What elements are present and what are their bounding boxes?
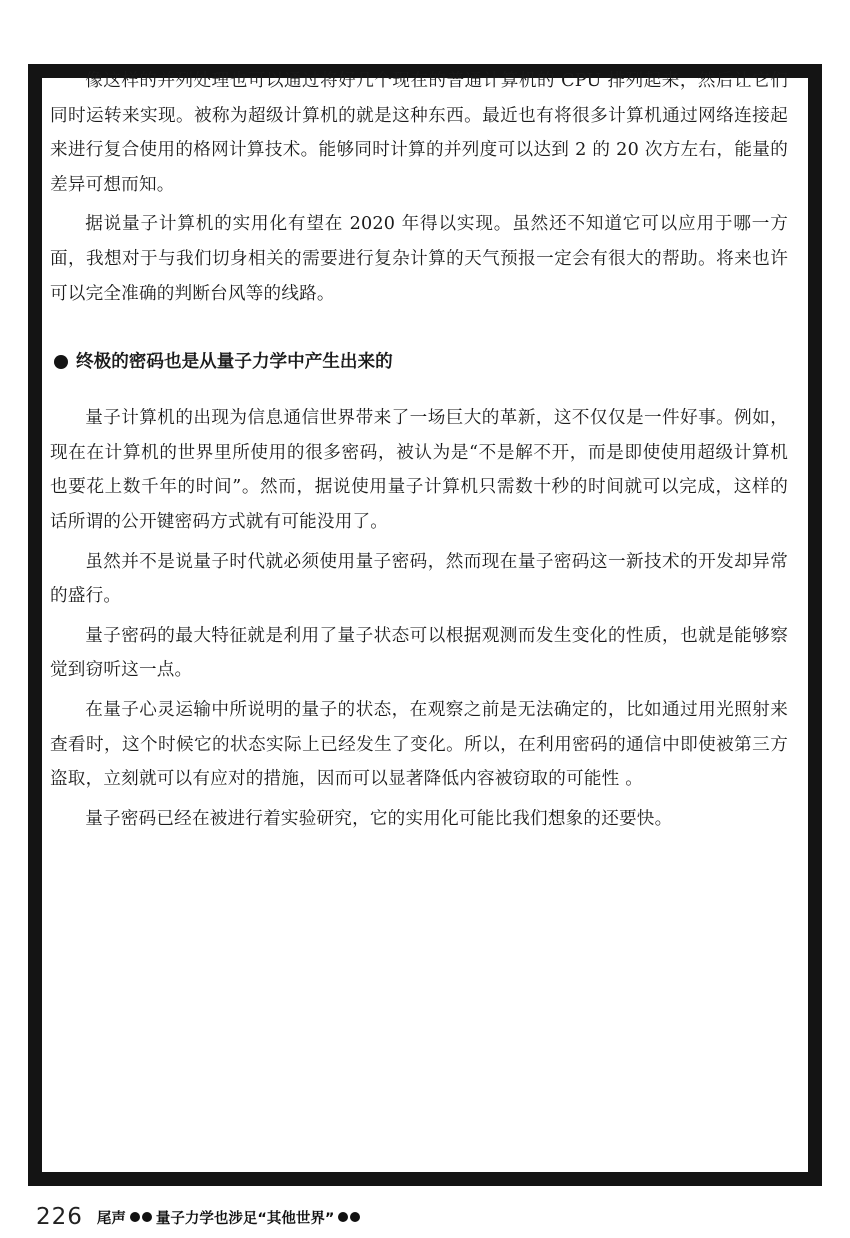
bullet-icon	[54, 355, 68, 369]
chapter-title: 量子力学也涉足“其他世界”	[155, 1210, 335, 1227]
page-footer	[36, 1202, 364, 1232]
paragraph: 像这样的并列处理也可以通过将好几个现在的普通计算机的 CPU 排列起来，然后让它们同时运转来实现。被称为超级计算机的就是这种东西。最近也有将很多计算机通过网络连接起来进行复合使用的格网计算技术。能够同时计算的并列度可以达到 2 的 20 次方左右，能量的差异可想而知。	[50, 71, 788, 195]
section-heading-text: 终极的密码也是从量子力学中产生出来的	[76, 352, 393, 373]
section-heading	[50, 345, 788, 379]
paragraph: 据说量子计算机的实用化有望在 2020 年得以实现。虽然还不知道它可以应用于哪一方面，我想对于与我们切身相关的需要进行复杂计算的天气预报一定会有很大的帮助。将来也许可以完全准确的判断台风等的线路。	[50, 214, 788, 304]
paragraph: 量子密码已经在被进行着实验研究，它的实用化可能比我们想象的还要快。	[85, 808, 673, 829]
chapter-label: 尾声	[96, 1210, 126, 1227]
paragraph: 在量子心灵运输中所说明的量子的状态，在观察之前是无法确定的，比如通过用光照射来查看时，这个时候它的状态实际上已经发生了变化。所以，在利用密码的通信中即使被第三方盗取，立刻就可以有应对的措施，因而可以显著降低内容被窃取的可能性 。	[50, 699, 788, 790]
page-body	[50, 64, 788, 841]
double-dot-icon	[337, 1212, 361, 1222]
paragraph: 量子密码的最大特征就是利用了量子状态可以根据观测而发生变化的性质，也就是能够察觉到窃听这一点。	[50, 625, 788, 681]
double-dot-icon	[129, 1212, 153, 1222]
paragraph: 量子计算机的出现为信息通信世界带来了一场巨大的革新，这不仅仅是一件好事。例如，现在在计算机的世界里所使用的很多密码，被认为是“不是解不开，而是即使使用超级计算机也要花上数千年的时间”。然而，据说使用量子计算机只需数十秒的时间就可以完成，这样的话所谓的公开键密码方式就有可能没用了。	[50, 408, 788, 532]
page-number: 226	[36, 1204, 83, 1230]
paragraph: 虽然并不是说量子时代就必须使用量子密码，然而现在量子密码这一新技术的开发却异常的盛行。	[50, 551, 788, 607]
